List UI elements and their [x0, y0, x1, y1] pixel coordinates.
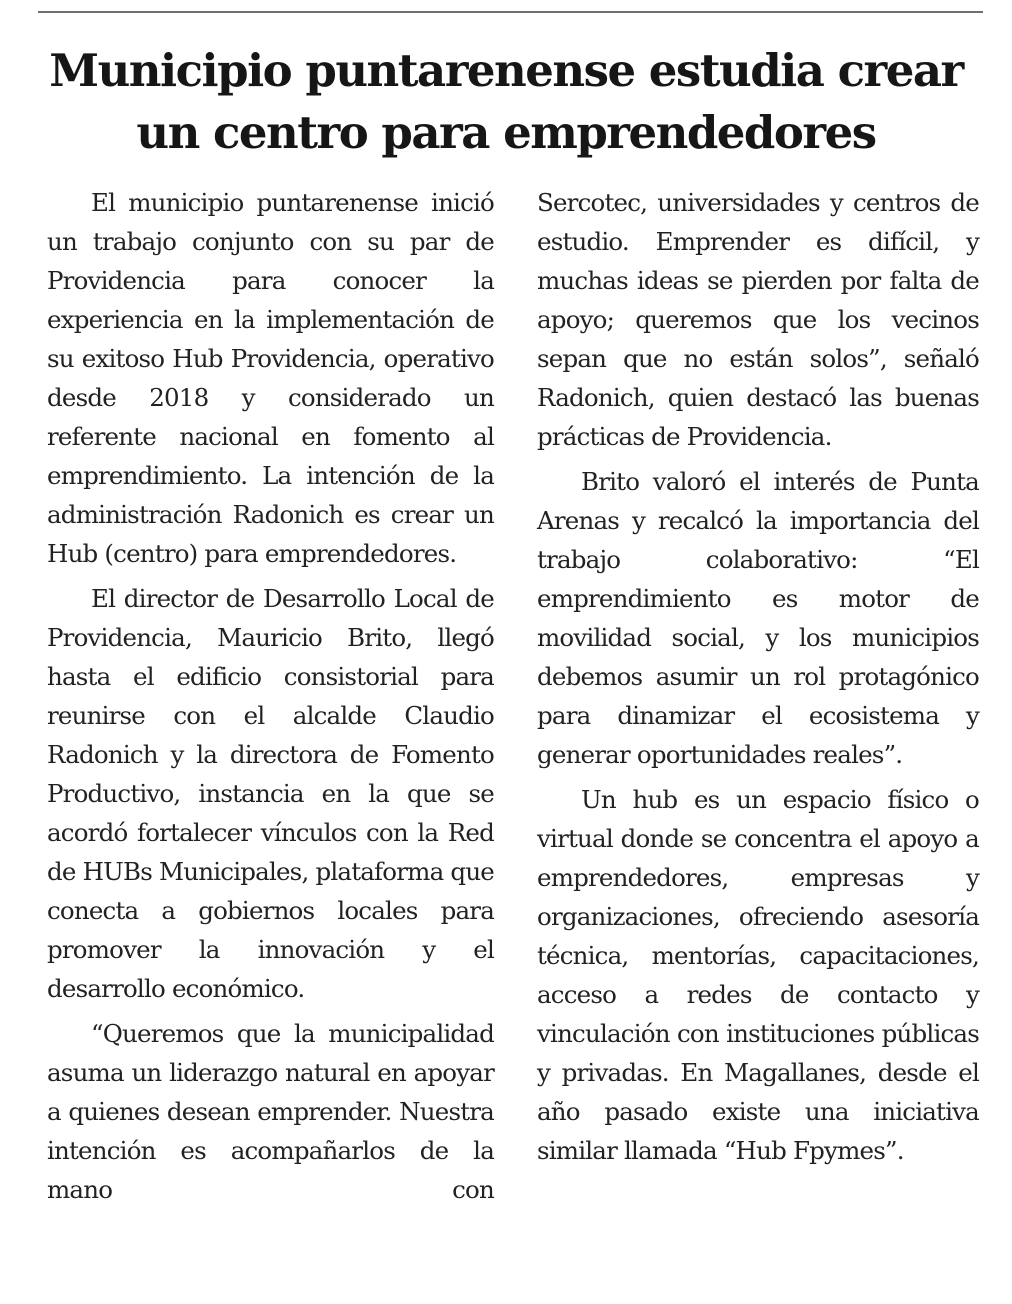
paragraph-hub-definition: Un hub es un espacio físico o virtual donde se concentra el apoyo a emprendedores, empresas y organizaciones, ofreciendo asesoría técnica, mentorías, capacitaciones, acceso a redes de contacto y vinculación con instituciones públicas y privadas. En Magallanes, desde el año pasado existe una iniciativa similar llamada “Hub Fpymes”.: [537, 785, 979, 1165]
top-divider: [38, 11, 983, 13]
paragraph-brito: Brito valoró el interés de Punta Arenas y recalcó la importancia del trabajo colaborativo: “El emprendimiento es motor de movilidad social, y los municipios debemos asumir un rol protagónico para dinamizar el ecosistema y generar oportunidades reales”.: [537, 467, 979, 769]
paragraph-meeting: El director de Desarrollo Local de Providencia, Mauricio Brito, llegó hasta el edificio consistorial para reunirse con el alcalde Claudio Radonich y la directora de Fomento Productivo, instancia en la que se acordó fortalecer vínculos con la Red de HUBs Municipales, plataforma que conecta a gobiernos locales para promover la innovación y el desarrollo económico.: [47, 584, 494, 1003]
paragraph-quote-end: Sercotec, universidades y centros de estudio. Emprender es difícil, y muchas ideas se pierden por falta de apoyo; queremos que los vecinos sepan que no están solos”, señaló Radonich, quien destacó las buenas prácticas de Providencia.: [537, 188, 979, 451]
paragraph-intro: El municipio puntarenense inició un trabajo conjunto con su par de Providencia para conocer la experiencia en la implementación de su exitoso Hub Providencia, operativo desde 2018 y considerado un referente nacional en fomento al emprendimiento. La intención de la administración Radonich es crear un Hub (centro) para emprendedores.: [47, 188, 494, 568]
article-column-right: [537, 183, 979, 1170]
paragraph-quote-start: “Queremos que la municipalidad asuma un liderazgo natural en apoyar a quienes desean emprender. Nuestra intención es acompañarlos de la mano con: [47, 1019, 494, 1204]
article-headline: Municipio puntarenense estudia crear un centro para emprendedores: [49, 44, 963, 159]
article-column-left: [47, 183, 494, 1209]
